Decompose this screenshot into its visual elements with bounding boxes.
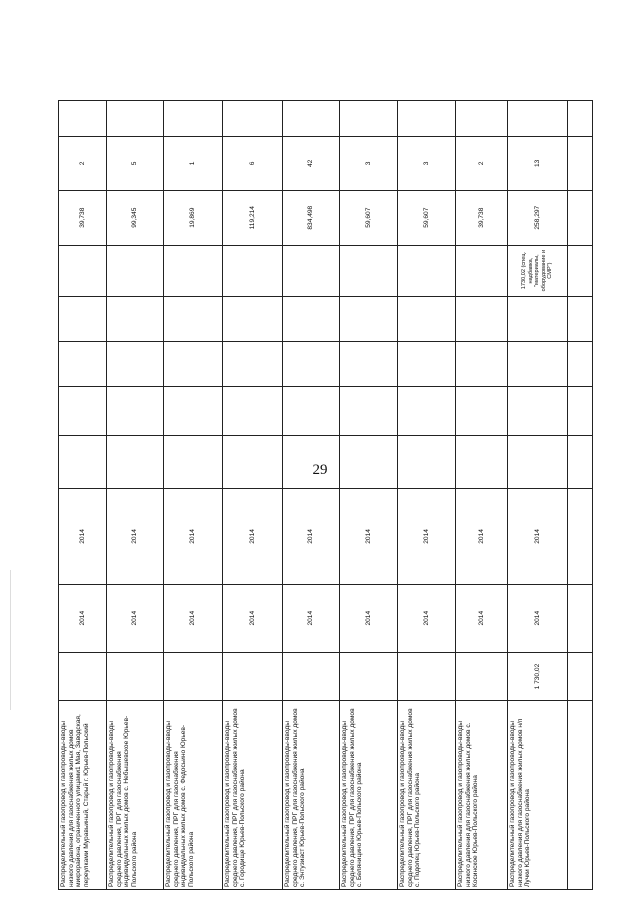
empty-cell	[107, 386, 163, 435]
length-value: 99,345	[107, 190, 163, 245]
empty-cell	[568, 136, 592, 190]
object-name: Распределительный газопровод и газопроводы-вводы среднего давления, ПРГ для газоснабжения жилых домов с. Энтузиаст Юрьев-Польского района	[283, 701, 339, 890]
empty-cell	[340, 435, 397, 488]
length-value: 834,498	[283, 190, 339, 245]
empty-cell	[568, 584, 592, 652]
cost-value	[340, 652, 397, 701]
empty-cell	[223, 341, 282, 386]
table-row	[456, 101, 508, 889]
object-name: Распределительный газопровод и газопроводы-вводы низкого давления для газоснабжения жилых домов н/п Лучки Юрьев-Польского района	[508, 701, 567, 890]
year-start: 2014	[398, 584, 455, 652]
empty-cell	[568, 652, 592, 701]
table-row	[223, 101, 283, 889]
empty-cell	[508, 435, 567, 488]
empty-cell	[283, 341, 339, 386]
note-value	[398, 245, 455, 296]
count-value: 3	[398, 136, 455, 190]
empty-cell	[223, 386, 282, 435]
empty-cell	[283, 101, 339, 136]
table-frame	[58, 100, 593, 890]
empty-cell	[456, 435, 507, 488]
empty-cell	[568, 341, 592, 386]
year-start: 2014	[164, 584, 222, 652]
empty-cell	[398, 101, 455, 136]
count-value: 1	[164, 136, 222, 190]
note-value	[59, 245, 106, 296]
cost-value	[456, 652, 507, 701]
note-value	[107, 245, 163, 296]
table-row	[283, 101, 340, 889]
empty-cell	[107, 101, 163, 136]
empty-cell	[340, 386, 397, 435]
year-end: 2014	[340, 488, 397, 584]
empty-cell	[223, 296, 282, 342]
count-value: 2	[59, 136, 106, 190]
empty-cell	[223, 435, 282, 488]
empty-cell	[568, 701, 592, 890]
table-row	[340, 101, 398, 889]
count-value: 3	[340, 136, 397, 190]
length-value: 39,738	[456, 190, 507, 245]
empty-cell	[398, 296, 455, 342]
table-row	[398, 101, 456, 889]
object-name: Распределительный газопровод и газопроводы-вводы среднего давления, ПРГ для газоснабжения индивидуальных жилых домов с. Небышевское Юрьев-Польского района	[107, 701, 163, 890]
object-name: Распределительный газопровод и газопроводы-вводы среднего давления, ПРГ для газоснабжения индивидуальных жилых домов с. Федосьино Юрьев-Польского района	[164, 701, 222, 890]
empty-cell	[283, 435, 339, 488]
length-value: 119,214	[223, 190, 282, 245]
note-value	[223, 245, 282, 296]
empty-cell	[568, 296, 592, 342]
year-start: 2014	[508, 584, 567, 652]
length-value: 39,738	[59, 190, 106, 245]
empty-cell	[568, 435, 592, 488]
empty-cell	[164, 435, 222, 488]
cost-value	[283, 652, 339, 701]
empty-cell	[568, 190, 592, 245]
year-end: 2014	[107, 488, 163, 584]
length-value: 59,607	[340, 190, 397, 245]
empty-cell	[107, 435, 163, 488]
empty-cell	[164, 341, 222, 386]
year-start: 2014	[59, 584, 106, 652]
year-start: 2014	[283, 584, 339, 652]
investment-table	[58, 100, 593, 890]
table-row	[508, 101, 568, 889]
empty-cell	[456, 341, 507, 386]
note-value	[456, 245, 507, 296]
empty-cell	[398, 386, 455, 435]
empty-cell	[164, 296, 222, 342]
empty-cell	[164, 386, 222, 435]
empty-cell	[398, 341, 455, 386]
scan-margin-line	[10, 570, 11, 710]
year-start: 2014	[340, 584, 397, 652]
empty-cell	[456, 386, 507, 435]
object-name: Распределительный газопровод и газопроводы-вводы среднего давления, ПРГ для газоснабжения жилых домов с. Беляницино Юрьев-Польского района	[340, 701, 397, 890]
length-value: 19,869	[164, 190, 222, 245]
object-name: Распределительный газопровод и газопроводы-вводы среднего давления, ПРГ для газоснабжения жилых домов с. Городище Юрьев-Польского района	[223, 701, 282, 890]
empty-cell	[223, 101, 282, 136]
count-value: 2	[456, 136, 507, 190]
year-end: 2014	[164, 488, 222, 584]
empty-cell	[59, 435, 106, 488]
year-end: 2014	[398, 488, 455, 584]
cost-value	[59, 652, 106, 701]
length-value: 258,297	[508, 190, 567, 245]
empty-cell	[340, 101, 397, 136]
year-end: 2014	[456, 488, 507, 584]
object-name: Распределительный газопровод и газопроводы-вводы низкого давления для газоснабжения жилых домов микрорайона, ограниченного улицами1 Мая, Заводская, переулками Муравьиный, Старый г. Юрьев-Польский	[59, 701, 106, 890]
empty-cell	[568, 386, 592, 435]
empty-cell	[59, 296, 106, 342]
empty-cell	[107, 341, 163, 386]
year-start: 2014	[107, 584, 163, 652]
object-name: Распределительный газопровод и газопроводы-вводы среднего давления, ПРГ для газоснабжения жилых домов с. Подолец Юрьев-Польского района	[398, 701, 455, 890]
empty-cell	[107, 296, 163, 342]
empty-cell	[164, 101, 222, 136]
empty-cell	[283, 296, 339, 342]
empty-cell	[340, 296, 397, 342]
cost-value: 1 730,02	[508, 652, 567, 701]
length-value: 59,607	[398, 190, 455, 245]
empty-cell	[456, 101, 507, 136]
empty-cell	[508, 101, 567, 136]
empty-cell	[59, 386, 106, 435]
year-end: 2014	[283, 488, 339, 584]
count-value: 13	[508, 136, 567, 190]
count-value: 42	[283, 136, 339, 190]
note-value	[283, 245, 339, 296]
empty-cell	[340, 341, 397, 386]
year-start: 2014	[223, 584, 282, 652]
table-row	[59, 101, 107, 889]
empty-cell	[568, 101, 592, 136]
empty-cell	[398, 435, 455, 488]
note-value	[164, 245, 222, 296]
table-row	[164, 101, 223, 889]
empty-cell	[59, 101, 106, 136]
empty-cell	[59, 341, 106, 386]
empty-cell	[508, 296, 567, 342]
count-value: 6	[223, 136, 282, 190]
year-end: 2014	[59, 488, 106, 584]
count-value: 5	[107, 136, 163, 190]
empty-cell	[508, 386, 567, 435]
table-row-blank	[568, 101, 592, 889]
cost-value	[164, 652, 222, 701]
page-number: 29	[312, 462, 328, 478]
cost-value	[107, 652, 163, 701]
note-value	[340, 245, 397, 296]
note-value: 1730,02 (спец. надбавка, "материалы, оборудование и СМР")	[508, 245, 567, 296]
year-end: 2014	[223, 488, 282, 584]
year-end: 2014	[508, 488, 567, 584]
cost-value	[398, 652, 455, 701]
cost-value	[223, 652, 282, 701]
year-start: 2014	[456, 584, 507, 652]
object-name: Распределительный газопровод и газопроводы-вводы низкого давления для газоснабжения жилых домов с. Косинское Юрьев-Польского района	[456, 701, 507, 890]
empty-cell	[568, 488, 592, 584]
empty-cell	[456, 296, 507, 342]
empty-cell	[283, 386, 339, 435]
empty-cell	[508, 341, 567, 386]
table-row	[107, 101, 164, 889]
empty-cell	[568, 245, 592, 296]
